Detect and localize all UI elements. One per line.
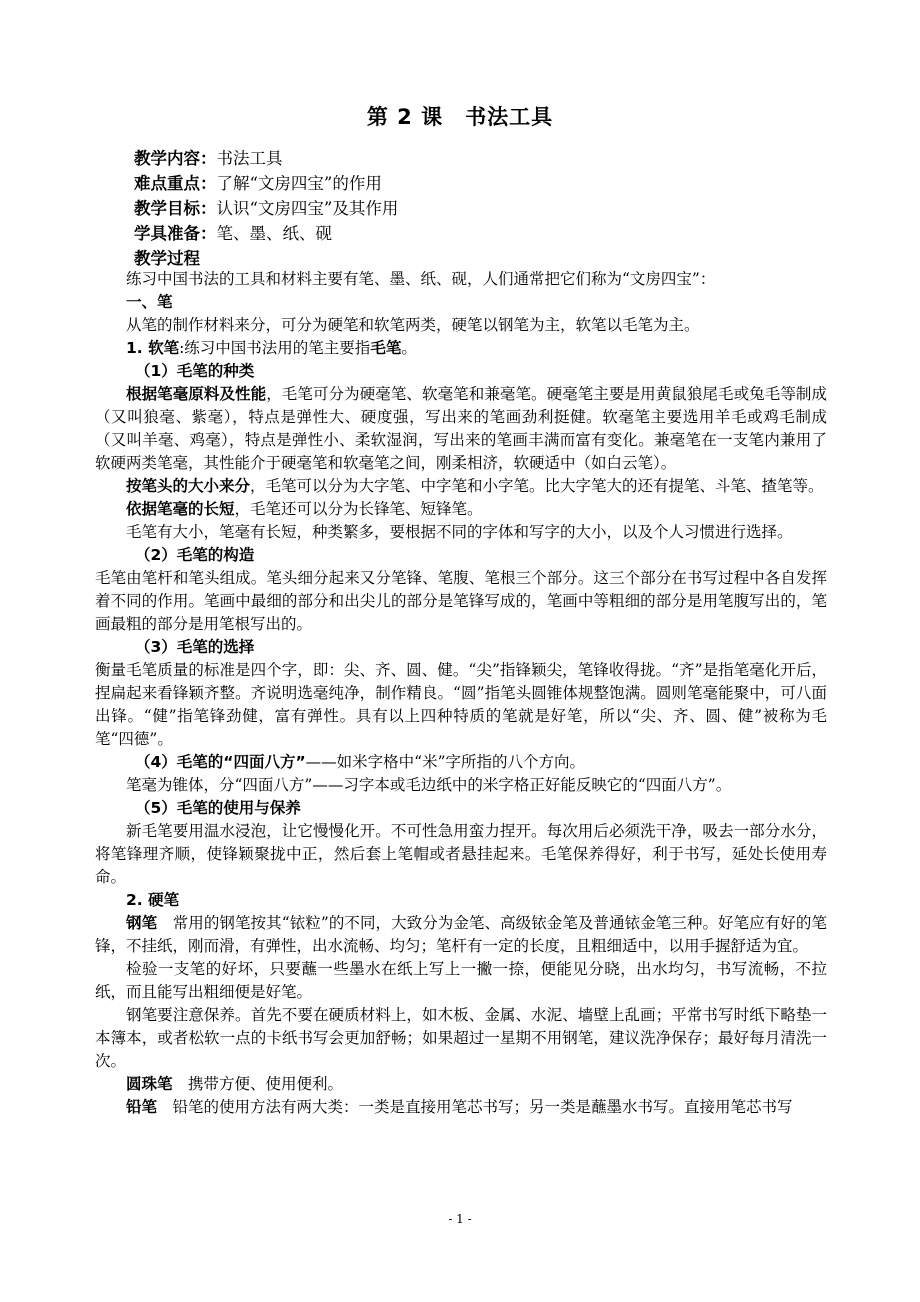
meta-value: 认识“文房四宝”及其作用 xyxy=(216,199,399,218)
lesson-body xyxy=(95,268,827,1119)
meta-row-tools xyxy=(134,221,398,246)
types-by-length xyxy=(95,498,827,521)
care-paragraph: 新毛笔要用温水浸泡，让它慢慢化开。不可性急用蛮力捏开。每次用后必须洗干净，吸去一部分水分，将笔锋理齐顺，使锋颖聚拢中正，然后套上笔帽或者悬挂起来。毛笔保养得好，利于书写，延处长使用寿命。 xyxy=(95,822,827,886)
fountain-pen-key: 钢笔 xyxy=(126,914,158,932)
intro-paragraph: 练习中国书法的工具和材料主要有笔、墨、纸、砚，人们通常把它们称为“文房四宝”： xyxy=(126,270,716,288)
meta-value: 书法工具 xyxy=(216,149,283,168)
pencil-key: 铅笔 xyxy=(126,1098,158,1116)
types-by-length-text: ，毛笔还可以分为长锋笔、短锋笔。 xyxy=(234,500,483,518)
hard-pen-heading: 2. 硬笔 xyxy=(126,891,180,909)
directions-key: （4）毛笔的“四面八方” xyxy=(135,753,306,771)
directions-text: ——如米字格中“米”字所指的八个方向。 xyxy=(305,753,586,771)
page-number: - 1 - xyxy=(448,1212,472,1226)
meta-row-goal xyxy=(134,196,398,221)
subheading-care: （5）毛笔的使用与保养 xyxy=(135,799,301,817)
pencil-paragraph xyxy=(95,1096,827,1119)
types-by-material xyxy=(95,383,827,475)
meta-key: 教学目标： xyxy=(134,199,217,218)
ballpoint-paragraph xyxy=(95,1073,827,1096)
section-heading-pen: 一、笔 xyxy=(126,293,173,311)
meta-key: 难点重点： xyxy=(134,174,217,193)
selection-paragraph: 衡量毛笔质量的标准是四个字，即：尖、齐、圆、健。“尖”指锋颖尖，笔锋收得拢。“齐”是指笔毫化开后，捏扁起来看锋颖齐整。齐说明选毫纯净，制作精良。“圆”指笔头圆锥体规整饱满。圆则笔毫能聚中，可八面出锋。“健”指笔锋劲健，富有弹性。具有以上四种特质的笔就是好笔，所以“尖、齐、圆、健”被称为毛笔“四德”。 xyxy=(95,661,827,748)
fountain-pen-paragraph xyxy=(95,912,827,958)
meta-key: 教学过程 xyxy=(134,249,200,268)
types-summary: 毛笔有大小，笔毫有长短，种类繁多，要根据不同的字体和写字的大小，以及个人习惯进行选择。 xyxy=(126,523,793,541)
lesson-meta xyxy=(134,146,398,271)
types-by-size xyxy=(95,475,827,498)
ballpoint-key: 圆珠笔 xyxy=(126,1075,173,1093)
types-by-length-key: 依据笔毫的长短 xyxy=(126,500,235,518)
soft-pen-paragraph xyxy=(95,337,827,360)
meta-key: 教学内容： xyxy=(134,149,217,168)
meta-row-content xyxy=(134,146,398,171)
fountain-pen-text: 常用的钢笔按其“铱粒”的不同，大致分为金笔、高级铱金笔及普通铱金笔三种。好笔应有好的笔锋，不挂纸，刚而滑，有弹性，出水流畅、均匀；笔杆有一定的长度，且粗细适中，以用手握舒适为宜。 xyxy=(95,914,827,955)
subheading-directions xyxy=(95,751,827,774)
pen-check-paragraph: 检验一支笔的好坏，只要蘸一些墨水在纸上写上一撇一捺，便能见分晓，出水均匀，书写流畅，不拉纸，而且能写出粗细便是好笔。 xyxy=(95,960,827,1001)
ballpoint-text: 携带方便、使用便利。 xyxy=(172,1075,344,1093)
subheading-selection: （3）毛笔的选择 xyxy=(135,638,255,656)
directions-paragraph: 笔毫为锥体，分“四面八方”——习字本或毛边纸中的米字格正好能反映它的“四面八方”。 xyxy=(126,776,732,794)
soft-pen-term: 毛笔 xyxy=(370,339,402,357)
types-by-material-key: 根据笔毫原料及性能 xyxy=(126,385,267,403)
soft-pen-text: :练习中国书法用的笔主要指 xyxy=(179,339,371,357)
subheading-types: （1）毛笔的种类 xyxy=(135,362,255,380)
lesson-title: 第 2 课 书法工具 xyxy=(366,105,554,129)
meta-key: 学具准备： xyxy=(134,224,217,243)
pencil-text: 铅笔的使用方法有两大类：一类是直接用笔芯书写；另一类是蘸墨水书写。直接用笔芯书写 xyxy=(157,1098,793,1116)
meta-value: 了解“文房四宝”的作用 xyxy=(216,174,382,193)
types-by-material-text: ，毛笔可分为硬毫笔、软毫笔和兼毫笔。硬毫笔主要是用黄鼠狼尾毛或兔毛等制成（又叫狼毫、紫毫），特点是弹性大、硬度强，写出来的笔画劲利挺健。软毫笔主要选用羊毛或鸡毛制成（又叫羊毫、鸡毫），特点是弹性小、柔软湿润，写出来的笔画丰满而富有变化。兼毫笔在一支笔内兼用了软硬两类笔毫，其性能介于硬毫笔和软毫笔之间，刚柔相济，软硬适中（如白云笔）。 xyxy=(95,385,827,472)
soft-pen-period: 。 xyxy=(401,339,417,357)
subheading-structure: （2）毛笔的构造 xyxy=(135,546,255,564)
pen-intro-paragraph: 从笔的制作材料来分，可分为硬笔和软笔两类，硬笔以钢笔为主，软笔以毛笔为主。 xyxy=(126,316,700,334)
meta-value: 笔、墨、纸、砚 xyxy=(216,224,332,243)
types-by-size-text: ，毛笔可以分为大字笔、中字笔和小字笔。比大字笔大的还有提笔、斗笔、揸笔等。 xyxy=(250,477,824,495)
meta-row-focus xyxy=(134,171,398,196)
fountain-pen-care-paragraph: 钢笔要注意保养。首先不要在硬质材料上，如木板、金属、水泥、墙壁上乱画；平常书写时纸下略垫一本簿本，或者松软一点的卡纸书写会更加舒畅；如果超过一星期不用钢笔，建议洗净保存；最好每月清洗一次。 xyxy=(95,1006,827,1070)
types-by-size-key: 按笔头的大小来分 xyxy=(126,477,251,495)
soft-pen-heading: 1. 软笔 xyxy=(126,339,180,357)
structure-paragraph: 毛笔由笔杆和笔头组成。笔头细分起来又分笔锋、笔腹、笔根三个部分。这三个部分在书写过程中各自发挥着不同的作用。笔画中最细的部分和出尖儿的部分是笔锋写成的，笔画中等粗细的部分是用笔腹写出的，笔画最粗的部分是用笔根写出的。 xyxy=(95,569,827,633)
